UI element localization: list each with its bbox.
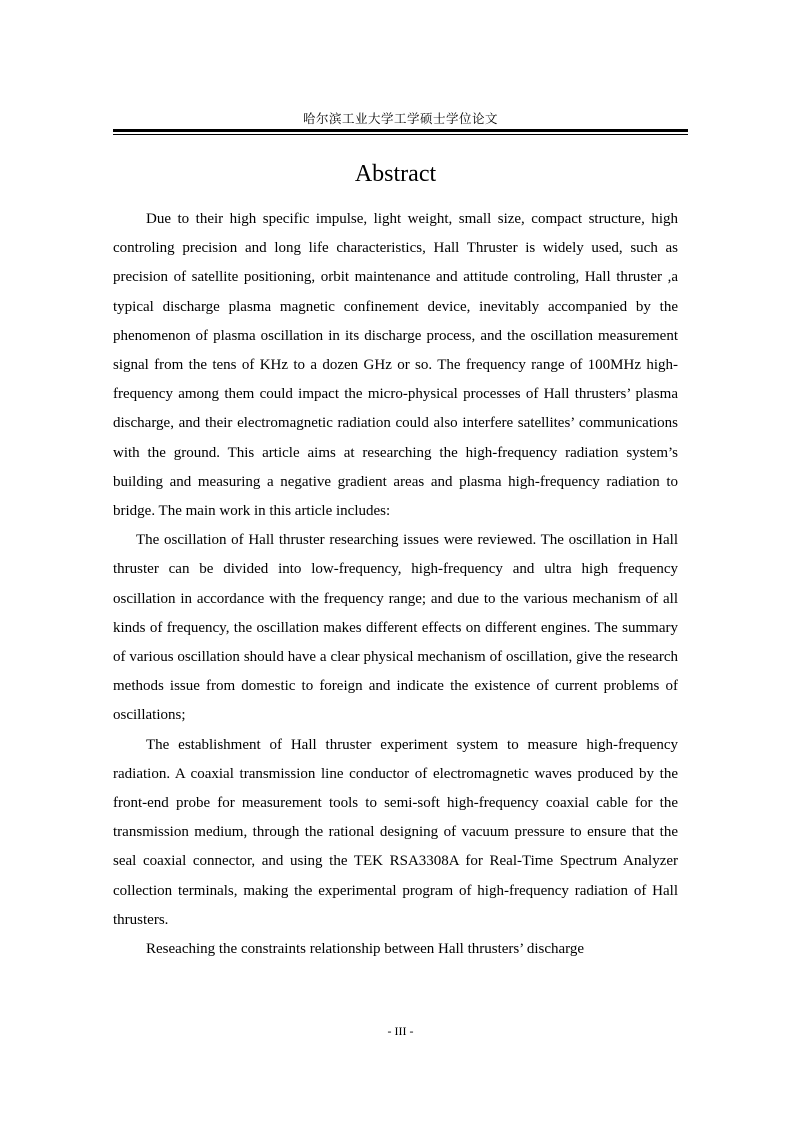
paragraph-3: The establishment of Hall thruster experiment system to measure high-frequency radiation. A coaxial transmission line conductor of electromagnetic waves produced by the front-end probe for measurement tools to semi-soft high-frequency coaxial cable for the transmission medium, through the rational designing of vacuum pressure to ensure that the seal coaxial connector, and using the TEK RSA3308A for Real-Time Spectrum Analyzer collection terminals, making the experimental program of high-frequency radiation of Hall thrusters. <box>113 736 678 928</box>
running-header: 哈尔滨工业大学工学硕士学位论文 <box>302 112 498 126</box>
page-title: Abstract <box>354 161 437 187</box>
header-rule-thin <box>113 134 688 135</box>
paragraph-4: Reseaching the constraints relationship between Hall thrusters’ discharge <box>146 941 585 958</box>
paragraph-2: The oscillation of Hall thruster researching issues were reviewed. The oscillation in Hall thruster can be divided into low-frequency, high-frequency and ultra high frequency oscillation in accordance with the frequency range; and due to the various mechanism of all kinds of frequency, the oscillation makes different effects on different engines. The summary of various oscillation should have a clear physical mechanism of oscillation, give the research methods issue from domestic to foreign and indicate the existence of current problems of oscillations; <box>113 532 678 724</box>
abstract-body <box>113 205 678 964</box>
paragraph-1: Due to their high specific impulse, light weight, small size, compact structure, high controling precision and long life characteristics, Hall Thruster is widely used, such as precision of satellite positioning, orbit maintenance and attitude controling, Hall thruster ,a typical discharge plasma magnetic confinement device, inevitably accompanied by the phenomenon of plasma oscillation in its discharge process, and the oscillation measurement signal from the tens of KHz to a dozen GHz or so. The frequency range of 100MHz high-frequency among them could impact the micro-physical processes of Hall thrusters’ plasma discharge, and their electromagnetic radiation could also interfere satellites’ communications with the ground. This article aims at researching the high-frequency radiation system’s building and measuring a negative gradient areas and plasma high-frequency radiation to bridge. The main work in this article includes: <box>113 211 678 520</box>
header-rule-thick <box>113 129 688 132</box>
page-number: - III - <box>387 1024 414 1038</box>
